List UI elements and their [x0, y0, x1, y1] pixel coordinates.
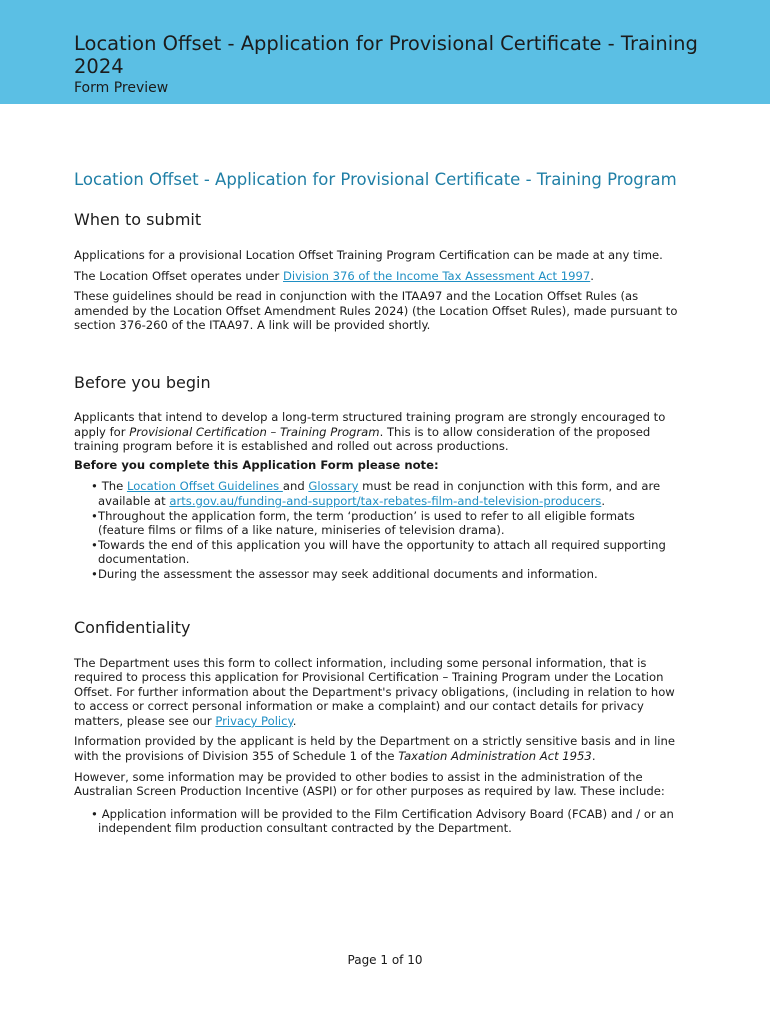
glossary-link[interactable]: Glossary — [308, 479, 359, 494]
conf-list — [74, 807, 684, 836]
heading-when-to-submit: When to submit — [74, 210, 202, 229]
list-item: •Towards the end of this application you will have the opportunity to attach all required supporting documentation. — [91, 537, 666, 567]
conf-p3: However, some information may be provided to other bodies to assist in the administration of the Australian Screen Production Incentive (ASPI) or for other purposes as required by law. These include: — [74, 769, 665, 799]
guidelines-link[interactable]: Location Offset Guidelines — [126, 479, 283, 494]
when-p1: Applications for a provisional Location Offset Training Program Certification can be made at any time. — [74, 248, 663, 262]
when-p2: The Location Offset operates under Division 376 of the Income Tax Assessment Act 1997. — [74, 268, 594, 283]
header-banner — [0, 0, 770, 104]
when-p3: These guidelines should be read in conjunction with the ITAA97 and the Location Offset Rules (as amended by the Location Offset Amendment Rules 2024) (the Location Offset Rules), made pursuant to section 376-260 of the ITAA97. A link will be provided shortly. — [74, 289, 678, 333]
conf-p2: Information provided by the applicant is held by the Department on a strictly sensitive basis and in line with the provisions of Division 355 of Schedule 1 of the Taxation Administration Act 1953. — [74, 734, 676, 764]
list-item: •Throughout the application form, the term ‘production’ is used to refer to all eligible formats (feature films or films of a like nature, miniseries of television drama). — [91, 508, 635, 538]
arts-gov-link[interactable]: arts.gov.au/funding-and-support/tax-rebates-film-and-television-producers — [169, 493, 602, 508]
list-item: • The Location Offset Guidelines and Glossary must be read in conjunction with this form, and are available at arts.gov.au/funding-and-support/tax-rebates-film-and-television-producers. — [91, 479, 661, 508]
heading-confidentiality: Confidentiality — [74, 617, 191, 637]
document-title: Location Offset - Application for Provisional Certificate - Training Program — [74, 170, 677, 189]
note-list — [74, 479, 684, 581]
division-376-link[interactable]: Division 376 of the Income Tax Assessment Act 1997 — [283, 268, 591, 283]
note-heading: Before you complete this Application Form please note: — [74, 457, 439, 472]
privacy-policy-link[interactable]: Privacy Policy — [215, 713, 293, 728]
heading-before-you-begin: Before you begin — [74, 372, 211, 392]
before-p1: Applicants that intend to develop a long-term structured training program are strongly encouraged to apply for Provisional Certification – Training Program. This is to allow consideration of the proposed training program before it is established and rolled out across productions. — [74, 409, 666, 454]
form-preview-label: Form Preview — [74, 80, 169, 96]
list-item: •During the assessment the assessor may seek additional documents and information. — [91, 566, 598, 581]
list-item: • Application information will be provided to the Film Certification Advisory Board (FCAB) and / or an independent film production consultant contracted by the Department. — [91, 806, 674, 836]
page-number: Page 1 of 10 — [347, 953, 423, 967]
document-body — [74, 170, 684, 836]
conf-p1: The Department uses this form to collect information, including some personal information, that is required to process this application for Provisional Certification – Training Program under the Location Offset. For further information about the Department's privacy obligations, (including in relation to how to access or correct personal information or make a complaint) and our contact details for privacy matters, please see our Privacy Policy. — [74, 655, 675, 728]
form-title: Location Offset - Application for Provisional Certificate - Training 2024 — [74, 32, 698, 78]
